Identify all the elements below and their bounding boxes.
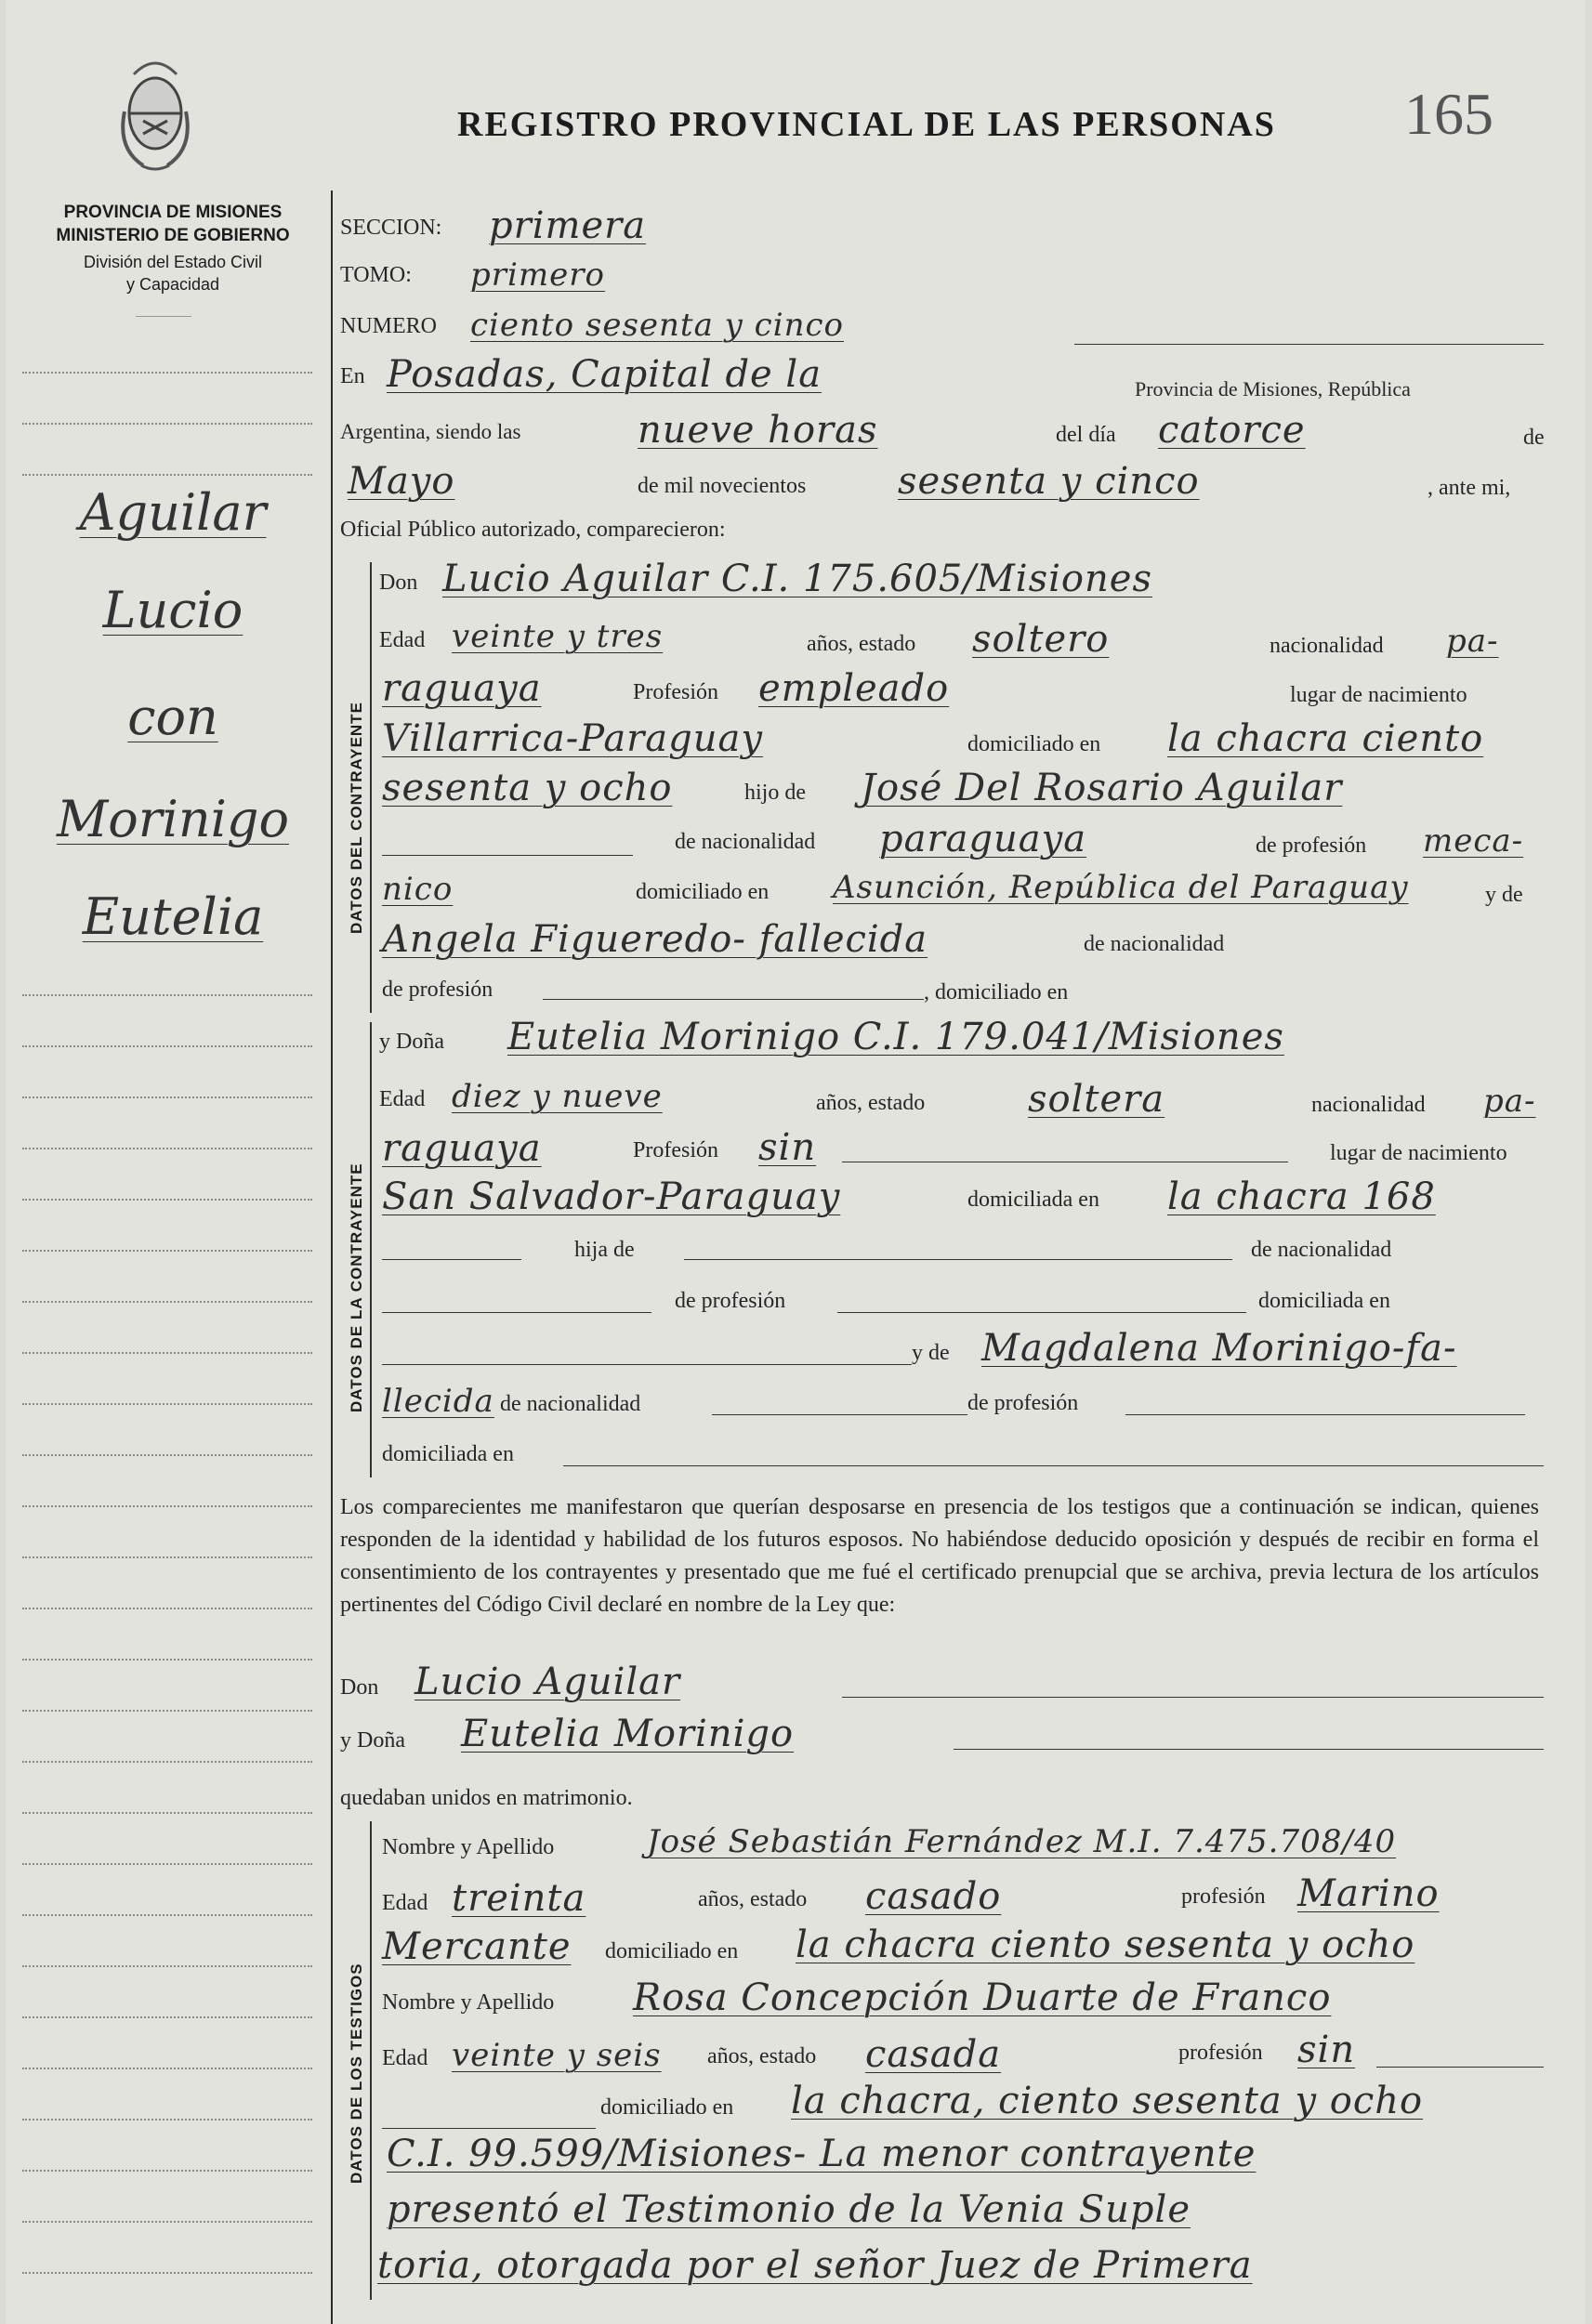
union-don-line <box>842 1697 1544 1698</box>
margin-name-bride: Eutelia <box>82 887 264 946</box>
margin-rule <box>331 190 333 2324</box>
bride-anios-label: años, estado <box>816 1091 926 1115</box>
margin-name-groom: Lucio <box>102 581 243 639</box>
note-line-3: toria, otorgada por el señor Juez de Primera <box>377 2244 1253 2287</box>
groom-lugar-value: Villarrica-Paraguay <box>382 717 763 760</box>
w2-name-value: Rosa Concepción Duarte de Franco <box>633 1976 1332 2019</box>
anio-value: sesenta y cinco <box>898 460 1200 503</box>
agency-name <box>24 201 322 247</box>
union-dona-value: Eutelia Morinigo <box>461 1713 795 1755</box>
bride-madre-prof-label: de profesión <box>967 1391 1079 1415</box>
groom-lugar-label: lugar de nacimiento <box>1290 683 1467 707</box>
groom-nac-b-value: raguaya <box>382 667 542 710</box>
groom-madre-dom-label: , domiciliado en <box>924 980 1069 1004</box>
bride-nac-a-value: pa- <box>1483 1083 1536 1120</box>
bride-prof-value: sin <box>758 1126 817 1169</box>
groom-prof-label: Profesión <box>633 680 718 704</box>
bride-hija-line-1 <box>382 1259 521 1260</box>
w2-edad-value: veinte y seis <box>452 2037 662 2074</box>
bride-madre-dom-label: domiciliada en <box>382 1442 514 1466</box>
w2-edad-label: Edad <box>382 2046 428 2070</box>
bride-estado-value: soltera <box>1028 1078 1165 1121</box>
oficial-label: Oficial Público autorizado, comparecieron: <box>340 518 726 542</box>
bride-hija-label: hija de <box>574 1238 635 1262</box>
bride-dona-label: y Doña <box>379 1030 444 1054</box>
numero-label: NUMERO <box>340 314 438 338</box>
tomo-label: TOMO: <box>340 263 412 287</box>
groom-padre-prof-b-value: nico <box>382 871 454 908</box>
bride-nac-label: nacionalidad <box>1311 1093 1426 1117</box>
w1-dom-label: domiciliado en <box>605 1939 739 1963</box>
groom-madre-prof-label: de profesión <box>382 978 493 1002</box>
w1-prof-label: profesión <box>1181 1884 1266 1909</box>
bride-nac-b-value: raguaya <box>382 1127 542 1170</box>
w2-prof-label: profesión <box>1178 2041 1263 2065</box>
w1-edad-label: Edad <box>382 1891 428 1915</box>
mes-value: Mayo <box>348 460 455 503</box>
division-name <box>24 251 322 295</box>
bride-padre-nac-label: de nacionalidad <box>1251 1238 1392 1262</box>
bride-lugar-label: lugar de nacimiento <box>1330 1141 1507 1165</box>
bride-bracket <box>370 1022 372 1477</box>
groom-name-value: Lucio Aguilar C.I. 175.605/Misiones <box>442 558 1152 600</box>
w1-dom-value: la chacra ciento sesenta y ocho <box>796 1924 1415 1966</box>
agency-line-2: MINISTERIO DE GOBIERNO <box>56 226 290 245</box>
en-label: En <box>340 364 365 388</box>
bride-y-de-label: y de <box>912 1341 950 1365</box>
de-label: de <box>1523 426 1545 450</box>
groom-padre-prof-a-value: meca- <box>1423 822 1524 860</box>
groom-padre-dom-label: domiciliado en <box>636 880 770 904</box>
groom-madre-prof-line <box>543 999 924 1000</box>
margin-surname-groom: Aguilar <box>79 483 267 542</box>
w2-anios-label: años, estado <box>707 2044 817 2068</box>
groom-padre-line <box>382 855 633 856</box>
bride-padre-dom-label: domiciliada en <box>1258 1289 1390 1313</box>
bride-dom-value: la chacra 168 <box>1167 1175 1436 1218</box>
groom-don-label: Don <box>379 571 418 595</box>
bride-dom-label: domiciliada en <box>967 1188 1099 1212</box>
numero-value: ciento sesenta y cinco <box>470 307 844 344</box>
bride-name-value: Eutelia Morinigo C.I. 179.041/Misiones <box>507 1016 1284 1058</box>
groom-padre-prof-label: de profesión <box>1256 834 1367 858</box>
groom-dom-b-value: sesenta y ocho <box>382 767 673 809</box>
division-line-2: y Capacidad <box>125 275 220 294</box>
union-dona-label: y Doña <box>340 1728 405 1753</box>
groom-dom-label: domiciliado en <box>967 732 1101 756</box>
bride-edad-label: Edad <box>379 1087 426 1111</box>
bride-padre-dom-line <box>382 1364 912 1365</box>
city-value: Posadas, Capital de la <box>387 353 822 396</box>
anio-label: de mil novecientos <box>638 474 807 498</box>
dia-label: del día <box>1056 423 1116 447</box>
w2-dom-value: la chacra, ciento sesenta y ocho <box>791 2080 1424 2122</box>
w2-prof-value: sin <box>1297 2029 1356 2071</box>
groom-padre-value: José Del Rosario Aguilar <box>861 767 1343 809</box>
groom-padre-nac-label: de nacionalidad <box>675 830 816 854</box>
note-line-2: presentó el Testimonio de la Venia Suple <box>387 2188 1191 2231</box>
bride-madre-prof-line <box>1125 1414 1525 1415</box>
bride-madre-b-value: llecida <box>382 1383 494 1420</box>
groom-section-label: DATOS DEL CONTRAYENTE <box>348 702 365 934</box>
folio-number: 165 <box>1404 81 1493 147</box>
groom-bracket <box>370 562 372 1013</box>
groom-estado-value: soltero <box>972 618 1110 661</box>
dia-value: catorce <box>1158 409 1306 452</box>
margin-surname-bride: Morinigo <box>56 790 289 848</box>
note-line-1: C.I. 99.599/Misiones- La menor contrayente <box>387 2133 1256 2175</box>
witnesses-bracket <box>370 1821 372 2300</box>
agency-divider <box>136 316 191 317</box>
groom-padre-nac-value: paraguaya <box>879 818 1087 860</box>
w2-dom-label: domiciliado en <box>600 2095 734 2120</box>
bride-padre-prof-label: de profesión <box>675 1289 786 1313</box>
margin-con: con <box>127 688 218 746</box>
bride-madre-a-value: Magdalena Morinigo-fa- <box>981 1327 1457 1370</box>
w1-nombre-label: Nombre y Apellido <box>382 1835 555 1859</box>
coat-of-arms-emblem <box>115 56 195 177</box>
declaration-paragraph: Los comparecientes me manifestaron que querían desposarse en presencia de los testigos que a continuación se indican, quienes responden de la identidad y habilidad de los futuros esposos. No habiéndose deducido oposición y después de recibir en forma el consentimiento de los contrayentes y presentado que me fué el certificado prenupcial que se archiva, previa lectura de los artículos pertinentes del Código Civil declaré en nombre de la Ley que: <box>340 1495 1539 1617</box>
bride-madre-nac-line <box>712 1414 967 1415</box>
seccion-value: primera <box>489 204 647 247</box>
bride-section-label: DATOS DE LA CONTRAYENTE <box>348 1162 365 1412</box>
union-don-value: Lucio Aguilar <box>414 1661 681 1703</box>
agency-line-1: PROVINCIA DE MISIONES <box>63 203 283 222</box>
w2-dom-blank-line <box>382 2128 596 2129</box>
w2-estado-value: casada <box>865 2033 1002 2076</box>
provincia-label: Provincia de Misiones, República <box>1135 377 1411 400</box>
argentina-label: Argentina, siendo las <box>340 420 521 443</box>
ante-label: , ante mi, <box>1428 476 1511 500</box>
bride-hija-line-2 <box>684 1259 1232 1260</box>
document-title: REGISTRO PROVINCIAL DE LAS PERSONAS <box>457 105 1276 144</box>
bride-prof-label: Profesión <box>633 1138 718 1162</box>
quedaban-text: quedaban unidos en matrimonio. <box>340 1786 633 1810</box>
certificate-page <box>6 0 1585 2324</box>
bride-madre-dom-line <box>563 1465 1544 1466</box>
union-don-label: Don <box>340 1675 379 1700</box>
bride-padre-prof-line <box>837 1312 1246 1313</box>
tomo-value: primero <box>470 256 605 294</box>
groom-anios-label: años, estado <box>807 632 916 656</box>
groom-y-de-label: y de <box>1485 883 1523 907</box>
bride-padre-line <box>382 1312 651 1313</box>
w1-estado-value: casado <box>865 1875 1002 1918</box>
w1-name-value: José Sebastián Fernández M.I. 7.475.708/40 <box>647 1823 1397 1860</box>
groom-nac-a-value: pa- <box>1446 623 1499 660</box>
bride-madre-nac-label: de nacionalidad <box>500 1392 641 1416</box>
groom-edad-value: veinte y tres <box>452 618 664 655</box>
division-line-1: División del Estado Civil <box>83 253 263 271</box>
groom-dom-a-value: la chacra ciento <box>1167 717 1484 760</box>
w2-nombre-label: Nombre y Apellido <box>382 1990 555 2015</box>
seccion-label: SECCION: <box>340 216 442 240</box>
witnesses-section-label: DATOS DE LOS TESTIGOS <box>348 1963 365 2184</box>
groom-edad-label: Edad <box>379 628 426 652</box>
groom-prof-value: empleado <box>758 667 950 710</box>
w1-prof-a-value: Marino <box>1297 1872 1440 1915</box>
union-dona-line <box>954 1749 1544 1750</box>
groom-hijo-label: hijo de <box>744 781 806 805</box>
numero-line <box>1074 344 1544 345</box>
groom-nac-label: nacionalidad <box>1270 634 1384 658</box>
groom-madre-value: Angela Figueredo- fallecida <box>382 918 928 961</box>
w1-edad-value: treinta <box>452 1877 586 1920</box>
w2-prof-line <box>1376 2067 1544 2068</box>
bride-edad-value: diez y nueve <box>452 1078 663 1115</box>
groom-padre-dom-value: Asunción, República del Paraguay <box>833 869 1409 906</box>
w1-prof-b-value: Mercante <box>382 1925 572 1968</box>
w1-anios-label: años, estado <box>698 1887 808 1911</box>
hora-value: nueve horas <box>638 409 878 452</box>
bride-lugar-value: San Salvador-Paraguay <box>382 1175 841 1218</box>
groom-madre-nac-label: de nacionalidad <box>1084 932 1225 956</box>
